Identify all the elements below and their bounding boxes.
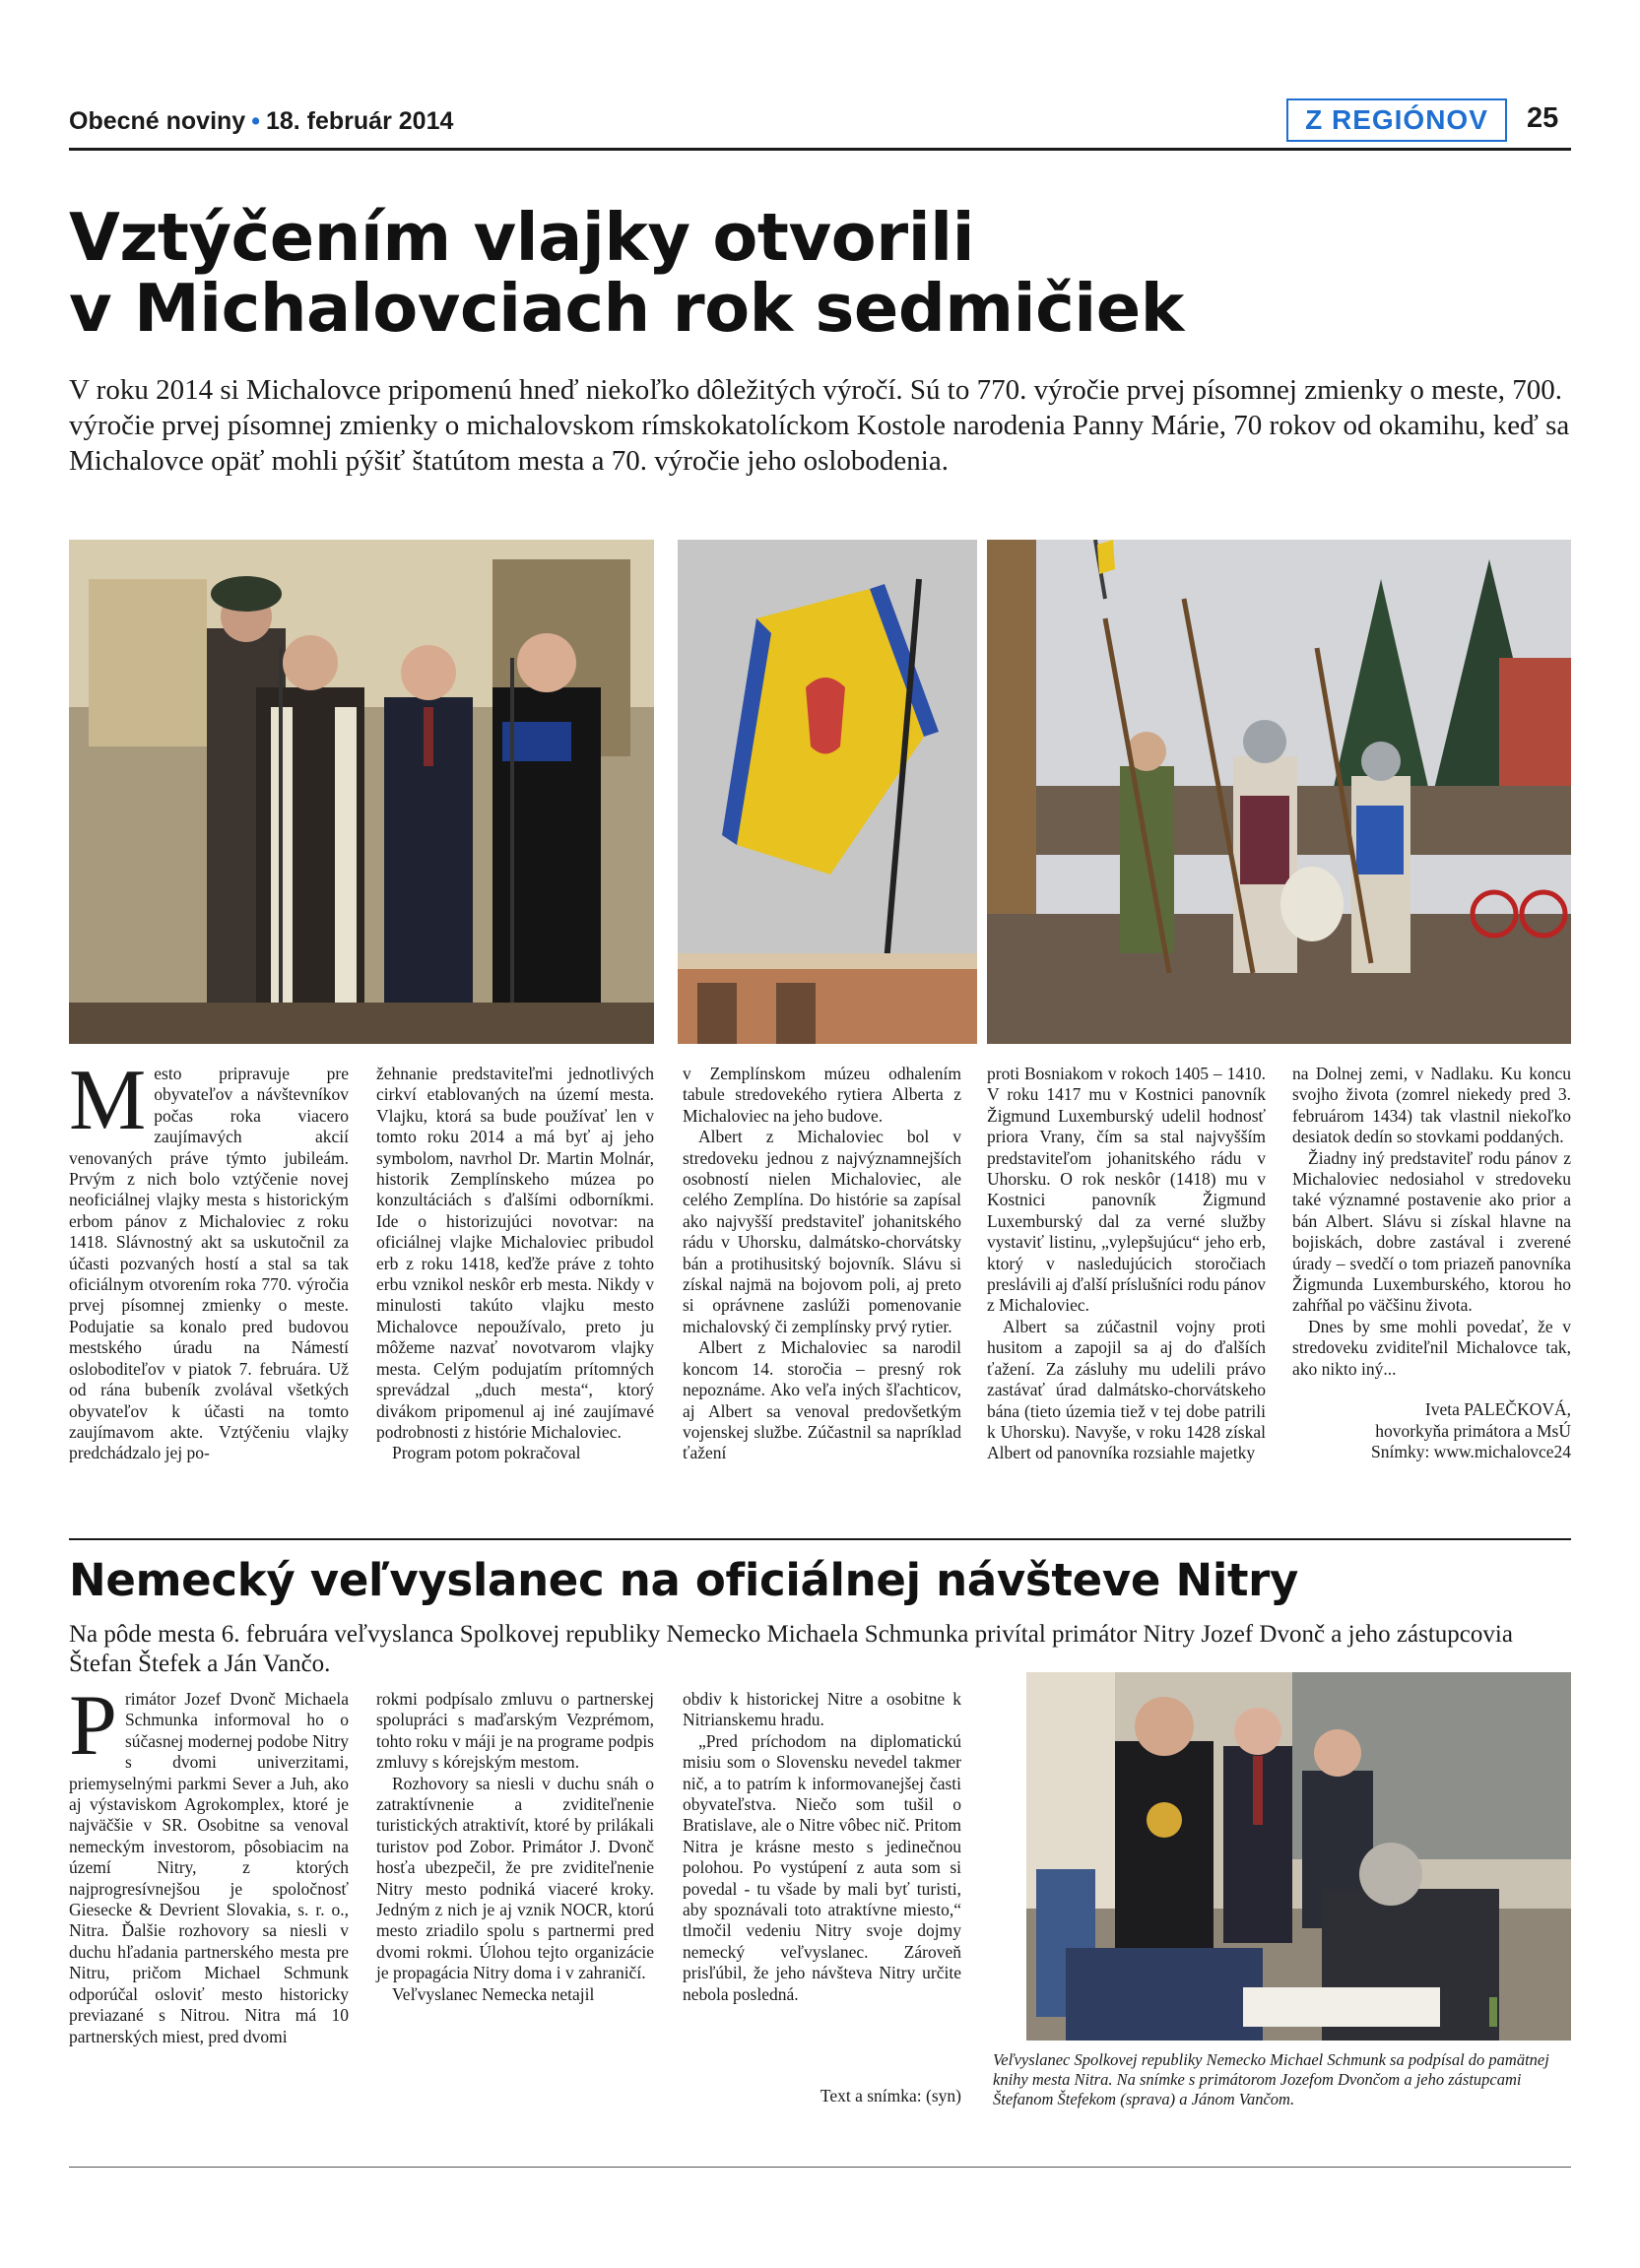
article1-column-1 xyxy=(69,1053,349,1464)
paragraph: rokmi podpísalo zmluvu o partnerskej spolupráci s maďarským Vezprémom, tohto roku v máji je na programe podpis zmluvy s kórejským mestom. xyxy=(376,1689,654,1773)
article2-column-1 xyxy=(69,1678,349,2047)
paragraph: rimátor Jozef Dvonč Michaela Schmunka informoval ho o súčasnej modernej podobe Nitry s dvomi univerzitami, priemyselnými parkmi Sever a Juh, ako aj výstaviskom Agrokomplex, ktoré je najväčšie v SR. Osobitne sa venoval nemeckým investorom, pôsobiacim na území Nitry, z ktorých najprogresívnejšou je spoločnosť Giesecke & Devrient Slovakia, s. r. o., Nitra. Ďalšie rozhovory sa niesli v duchu hľadania partnerského mesta pre Nitru, pričom Michael Schmunk odporúčal osloviť mesto historicky previazané s Nitrou. Nitra má 10 partnerských miest, pred dvomi xyxy=(69,1689,349,2046)
bottom-rule xyxy=(69,2167,1571,2168)
paragraph: Albert sa zúčastnil vojny proti husitom a zapojil sa aj do ďalších ťažení. Za zásluhy mu udelili právo zastávať úrad dalmátsko-chorvátskeho bána (tieto územia tiež v tej dobe patrili k Uhorsku). Navyše, v roku 1428 získal Albert od panovníka rozsiahle majetky xyxy=(987,1316,1266,1463)
issue-date: 18. február 2014 xyxy=(265,107,454,135)
masthead xyxy=(69,107,453,136)
article1-column-3 xyxy=(683,1064,961,1464)
page-number: 25 xyxy=(1527,102,1559,134)
paragraph: „Pred príchodom na diplomatickú misiu som o Slovensku nevedel takmer nič, a to patrím k informovanejšej časti obyvateľstva. Niečo som tušil o Bratislave, ale o Nitre vôbec nič. Pritom Nitra je krásne mesto s jedinečnou polohou. Po vystúpení z auta som si povedal - tu všade by mali byť turisti, aby spoznávali toto atraktívne miesto,“ tlmočil vedeniu Nitry svoje dojmy nemecký veľvyslanec. Zároveň prisľúbil, že jeho návšteva Nitry určite nebola posledná. xyxy=(683,1730,961,2004)
procession-photo xyxy=(987,540,1571,1044)
signing-photo xyxy=(1026,1672,1571,2041)
paragraph: Dnes by sme mohli povedať, že v stredoveku zviditeľnil Michalovce tak, ako nikto iný... xyxy=(1292,1316,1571,1379)
paragraph: obdiv k historickej Nitre a osobitne k Nitrianskemu hradu. xyxy=(683,1689,961,1730)
paragraph: Veľvyslanec Nemecka netajil xyxy=(392,1983,595,2004)
paragraph: žehnanie predstaviteľmi jednotlivých cirkví etablovaných na území mesta. Vlajku, ktorá sa bude používať len v tomto roku 2014 a má byť aj jeho symbolom, navrhol Dr. Martin Molnár, historik Zemplínskeho múzea po konzultáciách s ďalšími odborníkmi. Ide o historizujúci novotvar: na oficiálnej vlajke Michaloviec pribudol erb z roku 1418, keďže práve z tohto erbu vznikol neskôr erb mesta. Nikdy v minulosti takúto vlajku mesto Michalovce nepoužívalo, preto ju môžeme nazvať novotvarom vlajky mesta. Celým podujatím prítomných sprevádzal „duch mesta“, ktorý divákom pripomenul aj iné zaujímavé podrobnosti z histórie Michaloviec. xyxy=(376,1064,654,1442)
article1-lead: V roku 2014 si Michalovce pripomenú hneď niekoľko dôležitých výročí. Sú to 770. výročie prvej písomnej zmienky o meste, 700. výročie prvej písomnej zmienky o michalovskom rímskokatolíckom Kostole narodenia Panny Márie, 70 rokov od okamihu, keď sa Michalovce opäť mohli pýšiť štatútom mesta a 70. výročie jeho oslobodenia. xyxy=(69,374,1570,477)
paragraph: Program potom pokračoval xyxy=(392,1443,581,1463)
section-label: Z REGIÓNOV xyxy=(1286,98,1507,142)
article1-column-5 xyxy=(1292,1064,1571,1462)
paragraph: proti Bosniakom v rokoch 1405 – 1410. V roku 1417 mu v Kostnici panovník Žigmund Luxemburský udelil hodnosť priora Vrany, čím sa stal najvyšším predstaviteľom johanitského rádu v Uhorsku. O rok neskôr (1418) mu v Kostnici panovník Žigmund Luxemburský dal za verné služby vystaviť listinu, „vylepšujúcu“ jeho erb, ktorý v nasledujúcich storočiach preslávili aj ďalší príslušníci rodu pánov z Michaloviec. xyxy=(987,1064,1266,1316)
dropcap-p: P xyxy=(69,1678,117,1774)
paragraph: Rozhovory sa niesli v duchu snáh o zatraktívnenie a zviditeľnenie turistických atraktivít, ktoré by prilákali turistov pod Zobor. Primátor J. Dvonč hosťa ubezpečil, že pre zviditeľnenie Nitry mesto podniká viaceré kroky. Jedným z nich je aj vznik NOCR, ktorú mesto zriadilo spolu s partnermi pred dvomi rokmi. Úlohou tejto organizácie je propagácia Nitry doma i v zahraničí. xyxy=(376,1773,654,1983)
photo-credit: Snímky: www.michalovce24 xyxy=(1370,1441,1571,1461)
photo-caption: Veľvyslanec Spolkovej republiky Nemecko Michael Schmunk sa podpísal do pamätnej knihy mesta Nitra. Na snímke s primátorom Jozefom Dvončom a jeho zástupcami Štefanom Štefekom (sprava) a Jánom Vančom. xyxy=(993,2050,1549,2108)
text-photo-credit: Text a snímka: (syn) xyxy=(820,2086,961,2106)
paragraph: v Zemplínskom múzeu odhalením tabule stredovekého rytiera Alberta z Michaloviec na jeho budove. xyxy=(683,1064,961,1126)
article2-column-2 xyxy=(376,1689,654,2005)
article1-headline xyxy=(69,199,1184,347)
author-name: Iveta PALEČKOVÁ, xyxy=(1424,1399,1571,1420)
flag-photo xyxy=(678,540,977,1044)
paragraph: esto pripravuje pre obyvateľov a návštevníkov počas roka viacero zaujímavých akcií venovaných práve týmto jubileám. Prvým z nich bolo vztýčenie novej neoficiálnej vlajky mesta s historickým erbom pánov z Michaloviec z roku 1418. Slávnostný akt sa uskutočnil za účasti pozvaných hostí a stal sa tak oficiálnym otvorením roka 770. výročia prvej písomnej zmienky o meste. Podujatie sa konalo pred budovou mestského úradu na Námestí osloboditeľov v piatok 7. februára. Už od rána bubeník zvolával všetkých obyvateľov k účasti na tomto zaujímavom akte. Vztýčeniu vlajky predchádzalo jej po- xyxy=(69,1064,349,1463)
author-role: hovorkyňa primátora a MsÚ xyxy=(1375,1420,1571,1441)
bullet-separator: • xyxy=(251,107,260,135)
paragraph: Albert z Michaloviec bol v stredoveku jednou z najvýznamnejších osobností nielen Michaloviec, ale celého Zemplína. Do histórie sa zapísal ako najvyšší predstaviteľ johanitského rádu v Uhorsku, dalmátsko-chorvátsky bán a protihusitský bojovník. Slávu si získal najmä na bojovom poli, aj preto si oprávnene zaslúži pomenovanie michalovský či zemplínsky prvý rytier. xyxy=(683,1127,961,1336)
paragraph: na Dolnej zemi, v Nadlaku. Ku koncu svojho života (zomrel niekedy pred 3. februárom 1434) tak vlastnil niekoľko desiatok dedín so stovkami poddaných. xyxy=(1292,1064,1571,1147)
paragraph: Žiadny iný predstaviteľ rodu pánov z Michaloviec nedosiahol v stredoveku také významné postavenie ako prior a bán Albert. Slávu si získal hlavne na bojiskách, dobre zastával i zverené úrady – svedčí o tom priazeň panovníka Žigmunda Luxemburského, ktorou ho zahŕňal po väčšinu života. xyxy=(1292,1147,1571,1316)
headline-line-1: Vztýčením vlajky otvorili xyxy=(69,199,975,276)
paragraph: Albert z Michaloviec sa narodil koncom 14. storočia – presný rok nepoznáme. Ako veľa iných šľachticov, aj Albert sa venoval predovšetkým vojenskej službe. Zúčastnil sa napríklad ťažení xyxy=(683,1337,961,1463)
article-divider xyxy=(69,1538,1571,1540)
article1-column-2 xyxy=(376,1064,654,1464)
article2-headline: Nemecký veľvyslanec na oficiálnej návšteve Nitry xyxy=(69,1554,1299,1606)
article1-column-4 xyxy=(987,1064,1266,1464)
header-rule xyxy=(69,148,1571,151)
dropcap-m: M xyxy=(69,1053,147,1148)
article2-column-3 xyxy=(683,1689,961,2005)
publication-name: Obecné noviny xyxy=(69,107,246,135)
headline-line-2: v Michalovciach rok sedmičiek xyxy=(69,270,1184,347)
article2-lead: Na pôde mesta 6. februára veľvyslanca Spolkovej republiky Nemecko Michaela Schmunka privítal primátor Nitry Jozef Dvonč a jeho zástupcovia Štefan Štefek a Ján Vančo. xyxy=(69,1621,1513,1677)
ceremony-photo xyxy=(69,540,654,1044)
